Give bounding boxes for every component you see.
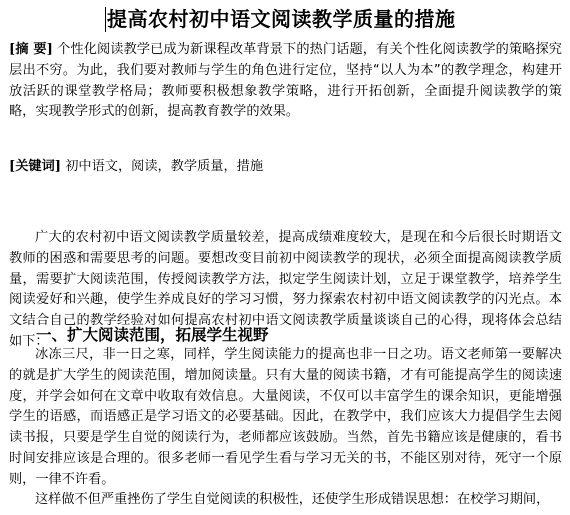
intro-paragraph: 广大的农村初中语文阅读教学质量较差，提高成绩难度较大，是现在和今后很长时期语文教师的困惑和需要思考的问题。要想改变目前初中阅读教学的现状，必须全面提高阅读教学质量，需要扩大阅读范围，传授阅读教学方法，拟定学生阅读计划，立足于课堂教学，培养学生阅读爱好和兴趣，使学生养成良好的学习习惯，努力探索农村初中语文阅读教学的闪光点。本文结合自己的教学经验对如何提高农村初中语文阅读教学质量谈谈自己的心得，现将体会总结如下： <box>9 230 562 349</box>
abstract-text: 个性化阅读教学已成为新课程改革背景下的热门话题，有关个性化阅读教学的策略探究层出不穷。为此，我们要对教师与学生的角色进行定位，坚持“以人为本”的教学理念，构建开放活跃的课堂教学格局；教师要积极想象教学策略，进行开拓创新，全面提升阅读教学的策略，实现教学形式的创新，提高教育教学的效果。 <box>9 42 562 120</box>
keywords-text: 初中语文，阅读，教学质量，措施 <box>61 159 264 174</box>
body-paragraph: 这样做不但严重挫伤了学生自觉阅读的积极性，还使学生形成错误思想：在校学习期间， <box>35 492 550 507</box>
keywords-label: [关键词] <box>9 159 62 174</box>
abstract-label: [摘 要] <box>9 42 53 57</box>
text-cursor <box>105 7 106 32</box>
section-paragraph: 冰冻三尺，非一日之寒，同样，学生阅读能力的提高也非一日之功。语文老师第一要解决的就是扩大学生的阅读范围，增加阅读量。只有大量的阅读书籍，才有可能提高学生的阅读速度，并学会如何在文章中收取有效信息。大量阅读，不仅可以丰富学生的课余知识，更能增强学生的语感，而语感正是学习语文的必要基础。因此，在教学中，我们应该大力提倡学生去阅读书报，只要是学生自觉的阅读行为，老师都应该鼓励。当然，首先书籍应该是健康的，看书时间安排应该是合理的。很多老师一看见学生看与学习无关的书，不能区别对待，死守一个原则，一律不许看。 <box>9 347 562 487</box>
keywords-paragraph <box>9 157 562 178</box>
section-heading: 一、扩大阅读范围，拓展学生视野 <box>36 325 269 344</box>
document-title: 提高农村初中语文阅读教学质量的措施 <box>107 7 456 31</box>
abstract-paragraph <box>9 40 562 123</box>
